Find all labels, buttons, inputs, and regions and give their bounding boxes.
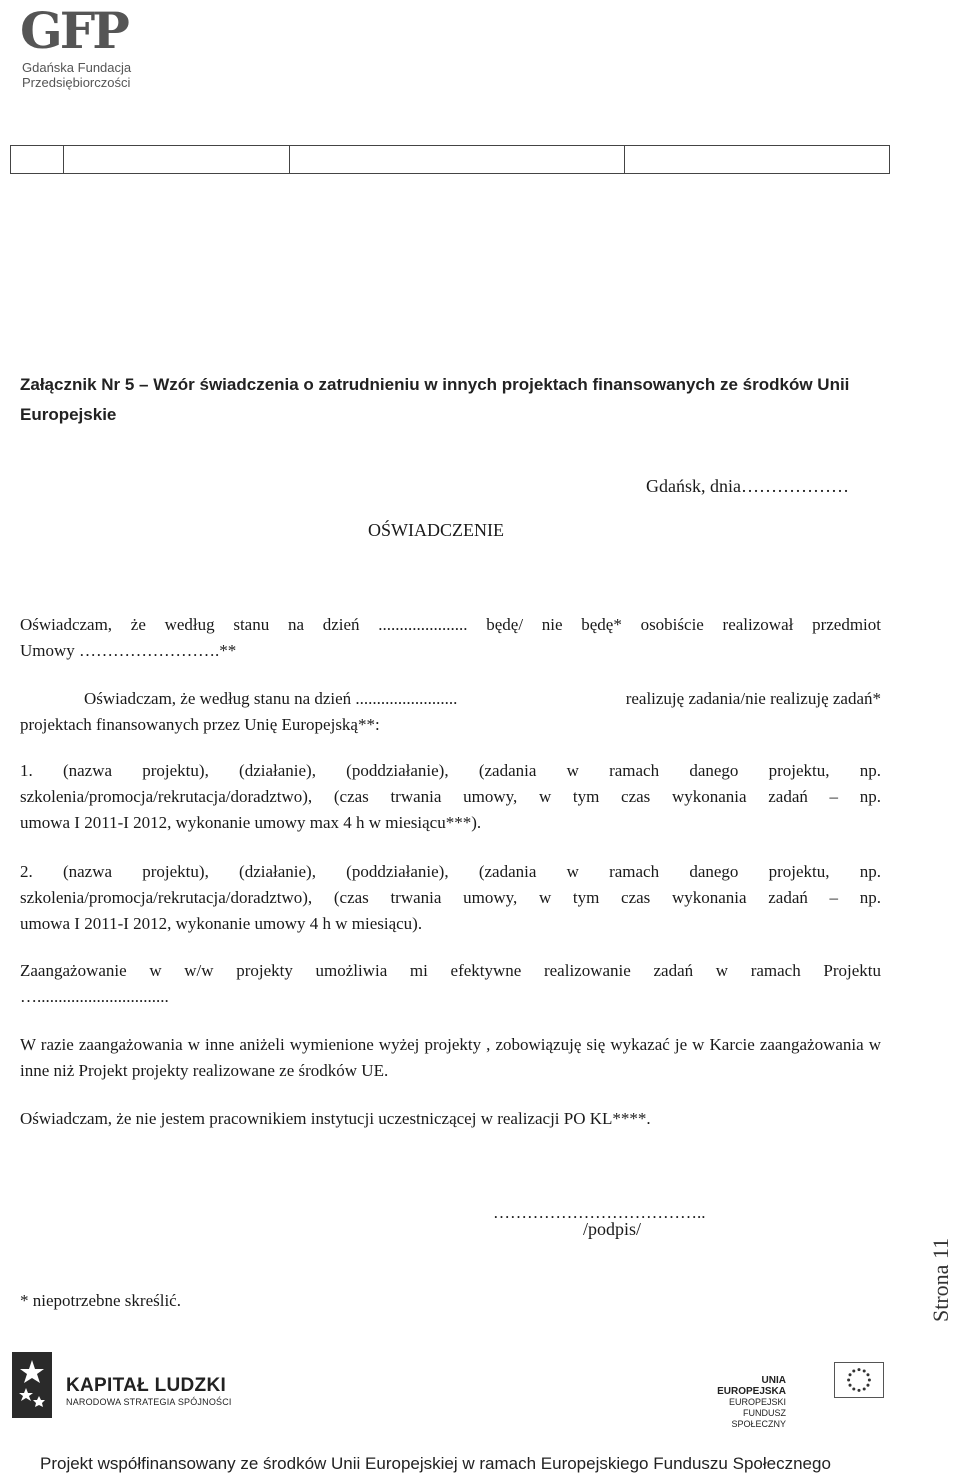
statement-fragment: realizuję zadania/nie realizuję zadań* (625, 689, 881, 708)
gfp-logo-subtitle (22, 60, 131, 90)
eu-fund-label (700, 1375, 786, 1430)
document-heading: OŚWIADCZENIE (368, 520, 504, 540)
project-item-2-line: umowa I 2011-I 2012, wykonanie umowy 4 h w miesiącu). (20, 914, 423, 933)
place-date: Gdańsk, dnia……………… (646, 476, 849, 496)
project-item-2-line: szkolenia/promocja/rekrutacja/doradztwo), (czas trwania umowy, w tym czas wykonania zadań – np. (20, 888, 881, 907)
project-item-2-line: 2. (nazwa projektu), (działanie), (poddziałanie), (zadania w ramach danego projektu, np. (20, 862, 881, 881)
statement-line (84, 686, 881, 712)
header-table-cell (625, 146, 889, 173)
engagement-line: Zaangażowanie w w/w projekty umożliwia mi efektywne realizowanie zadań w ramach Projektu (20, 961, 881, 980)
eu-label-line2: EUROPEJSKI (728, 1397, 786, 1407)
eu-label-line1: UNIA EUROPEJSKA (717, 1375, 786, 1397)
header-table-cell (64, 146, 290, 173)
signature-line: ……………………………….. (493, 1203, 706, 1222)
statement-line: Oświadczam, że według stanu na dzień ..................... będę/ nie będę* osobiście realizował przedmiot (20, 615, 881, 634)
eu-label-line3: FUNDUSZ SPOŁECZNY (731, 1408, 786, 1429)
project-item-1-line: szkolenia/promocja/rekrutacja/doradztwo), (czas trwania umowy, w tym czas wykonania zadań – np. (20, 787, 881, 806)
document-title: Załącznik Nr 5 – Wzór świadczenia o zatrudnieniu w innych projektach finansowanych ze środków Unii Europejskie (20, 375, 850, 424)
header-table (10, 145, 890, 174)
header-table-cell (290, 146, 625, 173)
engagement-line: …............................... (20, 987, 169, 1006)
kapital-ludzki-subtitle: NARODOWA STRATEGIA SPÓJNOŚCI (66, 1397, 232, 1407)
statement-line: Umowy …………………….** (20, 641, 237, 660)
page-number-text: Strona 11 (928, 1237, 953, 1322)
kapital-ludzki-emblem-icon (12, 1352, 52, 1418)
declaration-paragraph: Oświadczam, że nie jestem pracownikiem instytucji uczestniczącej w realizacji PO KL****. (20, 1109, 651, 1128)
project-item-1-line: umowa I 2011-I 2012, wykonanie umowy max 4 h w miesiącu***). (20, 813, 482, 832)
project-item-1-line: 1. (nazwa projektu), (działanie), (poddziałanie), (zadania w ramach danego projektu, np. (20, 761, 881, 780)
page-number (924, 1230, 954, 1325)
statement-fragment: Oświadczam, że według stanu na dzień ........................ (84, 689, 458, 708)
footnote: * niepotrzebne skreślić. (20, 1291, 181, 1310)
commitment-paragraph: W razie zaangażowania w inne aniżeli wymienione wyżej projekty , zobowiązuję się wykazać je w Karcie zaangażowania w inne niż Projekt projekty realizowane ze środków UE. (20, 1035, 881, 1080)
eu-flag-icon (834, 1362, 884, 1398)
gfp-logo-line2: Przedsiębiorczości (22, 75, 131, 90)
cofinancing-footer: Projekt współfinansowany ze środków Unii Europejskiej w ramach Europejskiego Funduszu Społecznego (40, 1454, 831, 1473)
gfp-logo-mark: GFP (20, 1, 127, 60)
header-table-cell (11, 146, 64, 173)
kapital-ludzki-title: KAPITAŁ LUDZKI (66, 1375, 227, 1396)
gfp-logo-line1: Gdańska Fundacja (22, 60, 132, 75)
signature-label: /podpis/ (583, 1219, 642, 1239)
statement-line: projektach finansowanych przez Unię Europejską**: (20, 715, 380, 734)
